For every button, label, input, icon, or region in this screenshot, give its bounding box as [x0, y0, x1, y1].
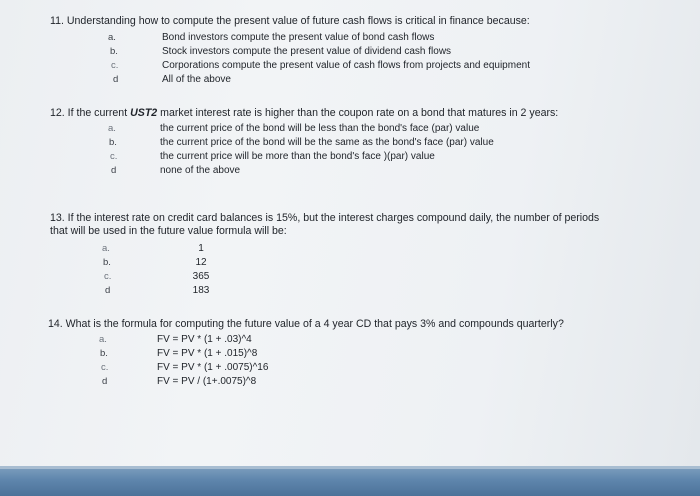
question-13-stem-line-2: that will be used in the future value formula will be:	[50, 225, 287, 237]
question-12-option-a-letter: a.	[108, 123, 116, 134]
question-12-option-c-letter: c.	[110, 151, 118, 162]
question-14-option-d-letter: d	[102, 376, 108, 387]
question-11-option-d: All of the above	[162, 74, 231, 85]
question-14-option-b-letter: b.	[100, 348, 108, 359]
question-13-option-d: 183	[192, 285, 210, 296]
question-12-option-b-letter: b.	[109, 137, 117, 148]
screen-edge-highlight	[0, 466, 700, 469]
question-13-option-d-letter: d	[105, 285, 111, 296]
question-13-option-b: 12	[195, 257, 207, 268]
question-13-option-a-letter: a.	[102, 243, 110, 254]
question-14-option-c-letter: c.	[101, 362, 109, 373]
question-11-option-b: Stock investors compute the present value of dividend cash flows	[162, 46, 452, 57]
question-11-option-b-letter: b.	[110, 46, 118, 57]
question-14-stem: 14. What is the formula for computing the future value of a 4 year CD that pays 3% and compounds quarterly?	[48, 318, 564, 330]
question-12-option-b: the current price of the bond will be the same as the bond's face (par) value	[160, 137, 494, 148]
question-14-option-d: FV = PV / (1+.0075)^8	[157, 376, 257, 387]
question-11-option-c-letter: c.	[111, 60, 119, 71]
question-14-option-a: FV = PV * (1 + .03)^4	[157, 334, 252, 345]
question-12-option-d-letter: d	[111, 165, 117, 176]
question-13-option-a: 1	[198, 243, 204, 254]
question-14-option-b: FV = PV * (1 + .015)^8	[157, 348, 258, 359]
question-13-option-c: 365	[192, 271, 210, 282]
question-12-stem-emphasis: UST2	[130, 107, 158, 119]
question-13-option-b-letter: b.	[103, 257, 111, 268]
question-11-option-a: Bond investors compute the present value of bond cash flows	[162, 32, 435, 43]
question-11-option-a-letter: a.	[108, 32, 116, 43]
question-12-stem	[50, 106, 558, 120]
question-12-option-d: none of the above	[160, 165, 241, 176]
question-11-option-d-letter: d	[113, 74, 119, 85]
question-13-option-c-letter: c.	[104, 271, 112, 282]
question-12-stem-suffix: market interest rate is higher than the coupon rate on a bond that matures in 2 years:	[160, 107, 559, 119]
question-12-stem-prefix: 12. If the current	[50, 107, 128, 119]
screen-bottom-edge	[0, 466, 700, 496]
question-14-option-c: FV = PV * (1 + .0075)^16	[157, 362, 269, 373]
question-11-stem: 11. Understanding how to compute the present value of future cash flows is critical in finance because:	[50, 15, 530, 27]
question-12-option-c: the current price will be more than the bond's face )(par) value	[160, 151, 435, 162]
question-14-option-a-letter: a.	[99, 334, 107, 345]
question-13-stem-line-1: 13. If the interest rate on credit card balances is 15%, but the interest charges compound daily, the number of periods	[50, 212, 600, 224]
question-11-option-c: Corporations compute the present value of cash flows from projects and equipment	[162, 60, 530, 71]
question-12-option-a: the current price of the bond will be less than the bond's face (par) value	[160, 123, 480, 134]
